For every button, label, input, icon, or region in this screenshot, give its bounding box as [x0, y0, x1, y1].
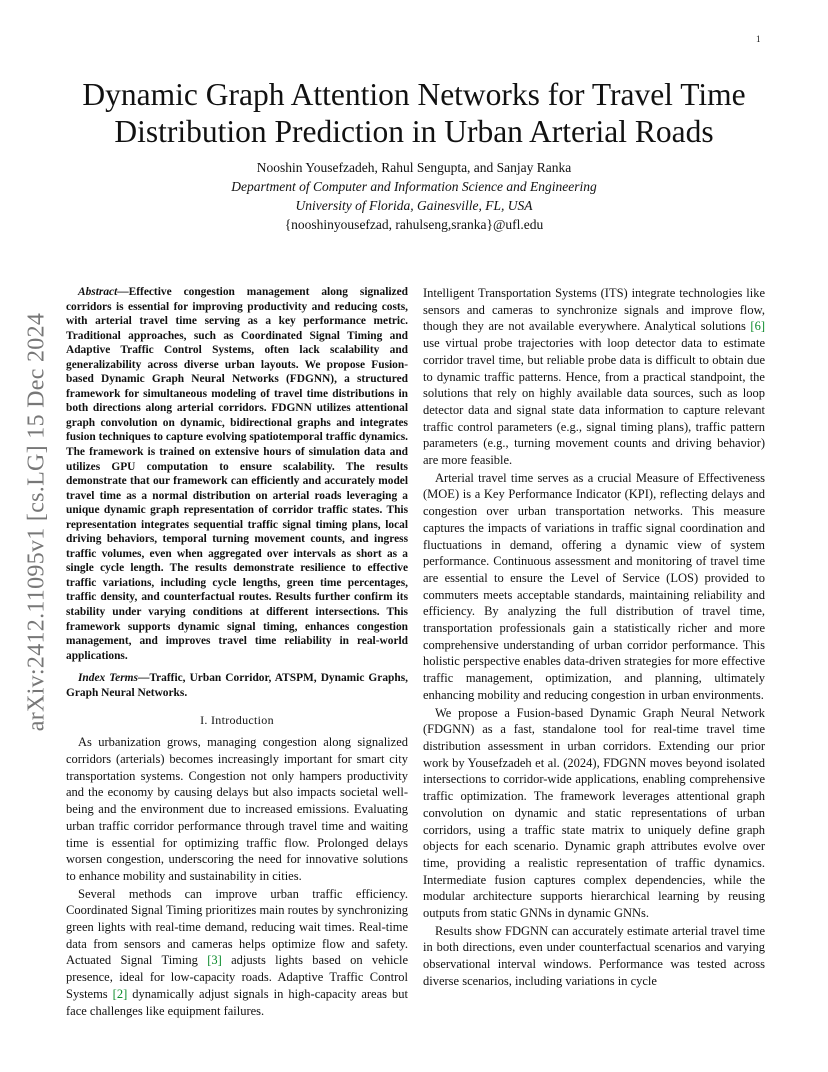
intro-p3-text-a: Intelligent Transportation Systems (ITS) integrate technologies like sensors and cameras to synchronize signals and improve flow, though they are not available everywhere. Analytical solutions — [423, 286, 765, 334]
author-names: Nooshin Yousefzadeh, Rahul Sengupta, and Sanjay Ranka — [256, 160, 572, 175]
citation-link[interactable]: [2] — [112, 986, 128, 1001]
intro-paragraph-5: We propose a Fusion-based Dynamic Graph Neural Network (FDGNN) as a fast, standalone tool for real-time travel time distribution assessment in urban corridors. Extending our prior work by Yousefzadeh et al. (2024), FDGNN moves beyond isolated intersections to corridor-wide applications, enabling comprehensive traffic optimization. The framework leverages attentional graph convolution on dynamic and static representations of urban corridors, using a traffic state matrix to uniquely define graph objects for each scenario. Dynamic graph attributes evolve over time, providing a realistic representation of traffic dynamics. Intermediate fusion captures complex dependencies, while the modular architecture supports hierarchical learning by reusing outputs from static GNNs in dynamic GNNs. — [423, 705, 765, 921]
citation-link[interactable]: [3] — [207, 953, 222, 968]
abstract — [66, 285, 408, 663]
author-block — [40, 158, 788, 234]
author-email: {nooshinyousefzad, rahulseng,sranka}@ufl.edu — [284, 217, 544, 232]
intro-paragraph-3 — [423, 285, 765, 469]
author-university: University of Florida, Gainesville, FL, USA — [295, 198, 533, 213]
left-column — [66, 285, 408, 1019]
intro-paragraph-4: Arterial travel time serves as a crucial Measure of Effectiveness (MOE) is a Key Performance Indicator (KPI), reflecting delays and congestion over urban transportation networks. This measure captures the impacts of variations in traffic signal coordination and fluctuations in demand, offering a dynamic view of system performance. Continuous assessment and monitoring of travel time are essential to ensure the Level of Service (LOS) provided to commuters meets acceptable standards, maintaining reliability and efficiency. By analyzing the full distribution of travel time, transportation professionals gain a statistically richer and more comprehensive understanding of urban corridor performance. This holistic perspective enables data-driven strategies for more effective traffic management, optimization, and planning, ultimately enhancing mobility and reducing congestion in urban environments. — [423, 470, 765, 702]
abstract-label: Abstract — [78, 286, 118, 298]
title-line-1: Dynamic Graph Attention Networks for Travel Time — [82, 77, 746, 112]
section-heading: I. Introduction — [200, 713, 274, 728]
intro-p2-text-b: adjusts lights based on vehicle presence, ideal for low-capacity roads. Adaptive Traffic Control Systems — [66, 953, 408, 1001]
intro-paragraph-6: Results show FDGNN can accurately estimate arterial travel time in both directions, even under counterfactual scenarios and varying observational interval windows. Performance was tested across diverse scenarios, including variations in cycle — [423, 923, 765, 988]
paper-title — [40, 76, 788, 150]
right-column — [423, 285, 765, 990]
arxiv-stamp — [22, 284, 52, 759]
title-line-2: Distribution Prediction in Urban Arterial Roads — [114, 114, 714, 149]
abstract-text: —Effective congestion management along signalized corridors is essential for improving productivity and reducing costs, with arterial travel time serving as a key performance metric. Traditional approaches, such as Coordinated Signal Timing and Adaptive Traffic Control Systems, often lack scalability and generalizability across diverse urban layouts. We propose Fusion-based Dynamic Graph Neural Networks (FDGNN), a structured framework for simultaneous modeling of travel time distributions in both directions along arterial corridors. FDGNN utilizes attentional graph convolution on dynamic, bidirectional graphs and integrates fusion techniques to capture evolving spatiotemporal traffic dynamics. The framework is trained on extensive hours of simulation data and utilizes GPU computation to ensure scalability. The results demonstrate that our framework can efficiently and accurately model travel time as a normal distribution on arterial roads leveraging a unique dynamic graph representation of corridor traffic states. This representation integrates sequential traffic signal timing plans, local driving behaviors, temporal turning movement counts, and ingress traffic volumes, even when aggregated over intervals as short as a single cycle length. The results demonstrate resilience to effective traffic variations, including cycle lengths, green time percentages, traffic density, and counterfactual routes. Results further confirm its stability under varying conditions at different intersections. This framework supports dynamic signal timing, enhances congestion management, and improves travel time reliability in real-world applications. — [66, 286, 408, 662]
intro-p2-text-a: Several methods can improve urban traffic efficiency. Coordinated Signal Timing prioritizes main routes by synchronizing green lights with real-time demand, reducing wait times. Real-time data from sensors and cameras helps optimize flow and safety. Actuated Signal Timing — [66, 886, 408, 968]
citation-link[interactable]: [6] — [750, 319, 765, 334]
arxiv-id: arXiv:2412.11095v1 [cs.LG] 15 Dec 2024 — [23, 312, 50, 731]
intro-p3-text-b: use virtual probe trajectories with loop detector data to estimate corridor travel time, but reliable probe data is difficult to obtain due to dynamic traffic patterns. Hence, from a practical standpoint, the solutions that rely on highly available data sources, such as loop detector data and signal state data information to capture relevant traffic control parameters (e.g., signal timing plans), traffic pattern parameters (e.g., turning movement counts and driving behavior) are more feasible. — [423, 336, 765, 468]
page-number: 1 — [756, 34, 761, 44]
intro-paragraph-1: As urbanization grows, managing congestion along signalized corridors (arterials) becomes increasingly important for smart city transportation systems. Congestion not only hampers productivity and the economy by causing delays but also impacts societal well-being and the environment due to increased emissions. Evaluating urban traffic corridor performance through travel time and waiting time is essential for optimizing traffic flow. Prolonged delays worsen congestion, underscoring the need for innovative solutions to enhance mobility and sustainability in cities. — [66, 735, 408, 883]
index-terms-label: Index Terms — [78, 672, 138, 685]
index-terms — [66, 671, 408, 700]
intro-paragraph-2 — [66, 886, 408, 1020]
index-terms-text: —Traffic, Urban Corridor, ATSPM, Dynamic Graphs, Graph Neural Networks. — [66, 672, 408, 699]
author-department: Department of Computer and Information Science and Engineering — [231, 179, 597, 194]
intro-p2-text-c: dynamically adjust signals in high-capacity areas but face challenges like equipment failures. — [66, 986, 408, 1018]
